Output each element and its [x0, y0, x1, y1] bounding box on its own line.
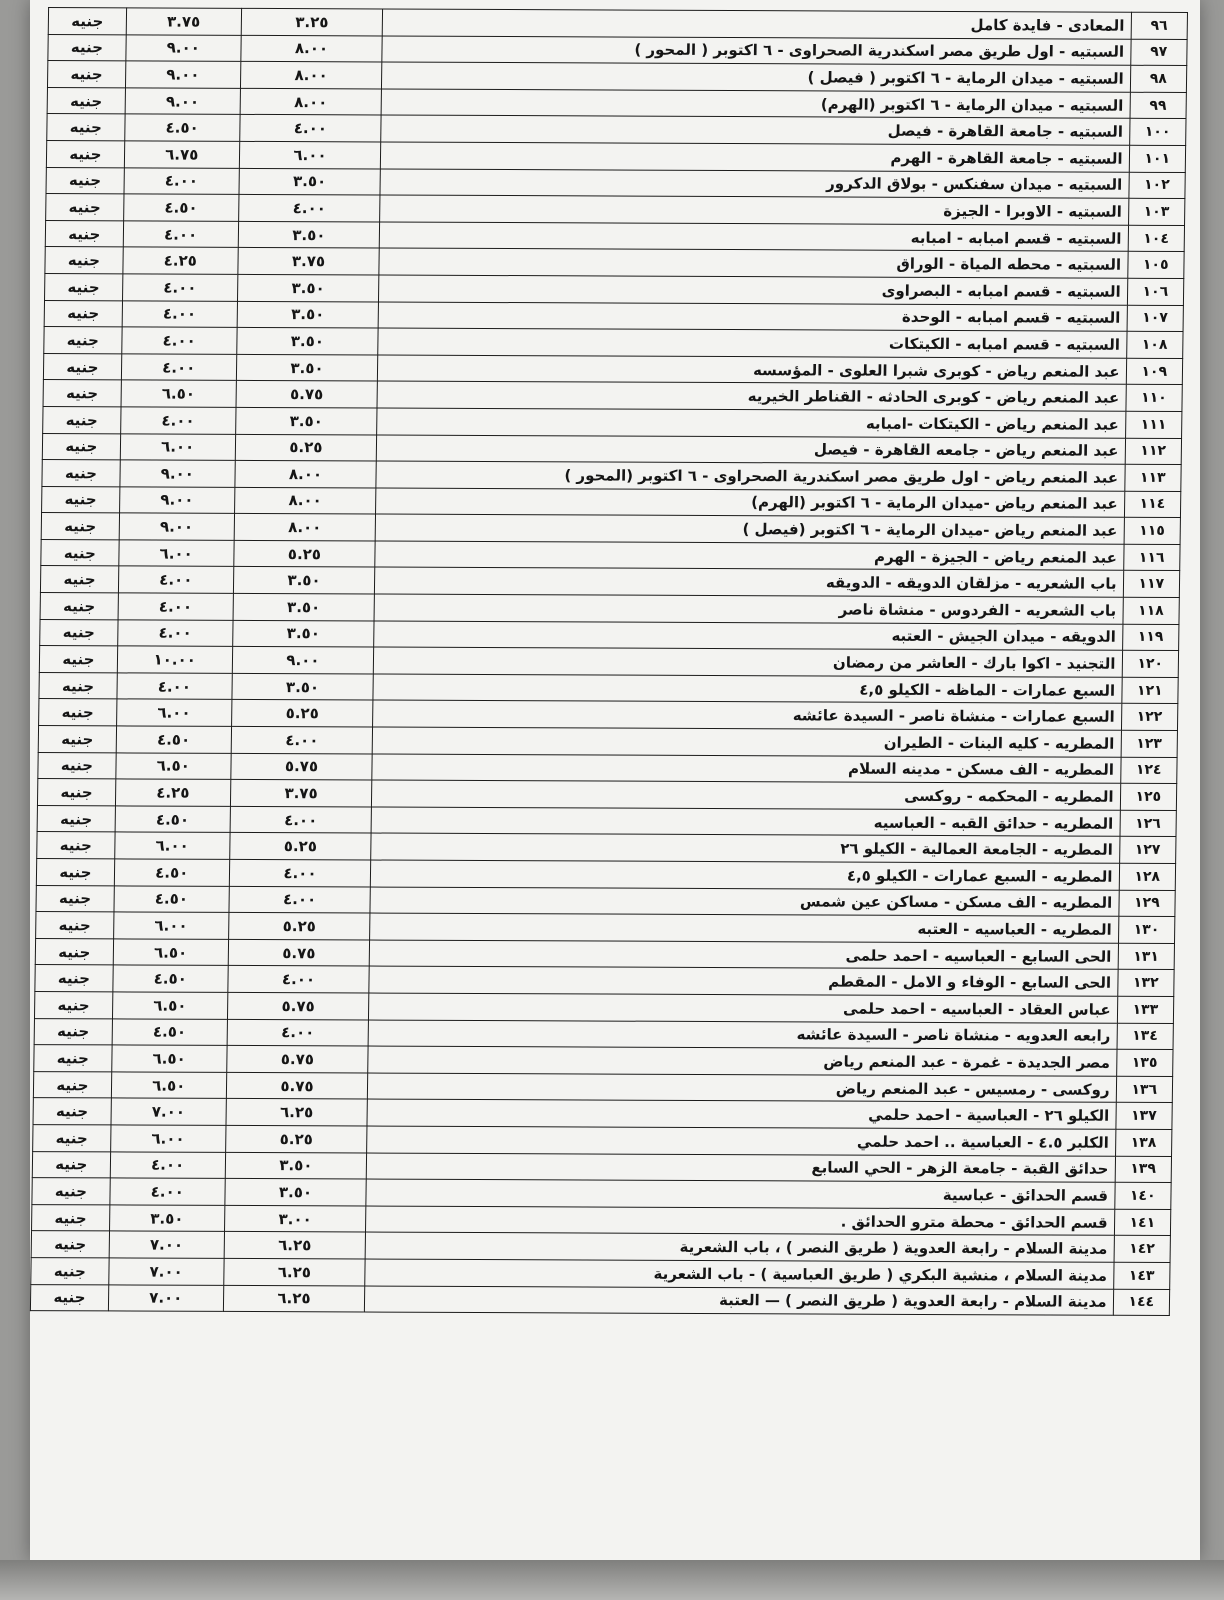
row-number: ١٣٠	[1118, 916, 1175, 943]
fare-price-1: ٦.٢٥	[224, 1232, 366, 1259]
currency-label: جنيه	[31, 1231, 109, 1258]
currency-label: جنيه	[34, 992, 112, 1019]
route-name: مدينة السلام - رابعة العدوية ( طريق النصر ) ، باب الشعرية	[365, 1232, 1114, 1262]
route-name: السبتيه - قسم امبابه - الوحدة	[378, 302, 1127, 332]
row-number: ١٠٢	[1128, 172, 1185, 199]
fare-price-2: ٤.٠٠	[124, 167, 239, 194]
fare-price-2: ٤.٥٠	[115, 806, 230, 833]
row-number: ١٣٥	[1116, 1049, 1173, 1076]
route-name: المطريه - الجامعة العمالية - الكيلو ٢٦	[371, 833, 1120, 863]
currency-label: جنيه	[37, 805, 115, 832]
currency-label: جنيه	[44, 300, 122, 327]
fare-price-2: ٤.٠٠	[118, 566, 233, 593]
currency-label: جنيه	[41, 539, 119, 566]
fare-price-1: ٥.٢٥	[225, 1125, 367, 1152]
currency-label: جنيه	[32, 1204, 110, 1231]
currency-label: جنيه	[43, 380, 121, 407]
fare-price-2: ٤.٠٠	[117, 620, 232, 647]
currency-label: جنيه	[36, 859, 114, 886]
route-name: السبتيه - قسم امبابه - امبابه	[379, 222, 1128, 252]
fare-price-2: ٩.٠٠	[125, 88, 240, 115]
row-number: ١٢٢	[1121, 704, 1178, 731]
fare-price-1: ٣.٠٠	[224, 1205, 366, 1232]
fare-price-1: ٣.٥٠	[237, 301, 379, 328]
fare-price-2: ٦.٥٠	[116, 753, 231, 780]
row-number: ١٢٦	[1120, 810, 1177, 837]
fare-table	[30, 7, 1188, 1316]
currency-label: جنيه	[36, 912, 114, 939]
row-number: ١٠٤	[1128, 225, 1185, 252]
paper-sheet	[30, 0, 1200, 1560]
row-number: ٩٦	[1131, 12, 1188, 39]
currency-label: جنيه	[37, 779, 115, 806]
fare-price-1: ٣.٥٠	[225, 1152, 367, 1179]
fare-price-1: ٣.٥٠	[235, 407, 377, 434]
table-surface	[0, 1560, 1224, 1600]
row-number: ٩٨	[1130, 65, 1187, 92]
fare-price-1: ٥.٢٥	[231, 700, 373, 727]
fare-price-2: ٤.٠٠	[110, 1151, 225, 1178]
fare-price-1: ٥.٧٥	[236, 381, 378, 408]
row-number: ١٠٩	[1126, 358, 1183, 385]
fare-price-1: ٣.٥٠	[236, 354, 378, 381]
route-name: السبتيه - قسم امبابه - الكيتكات	[378, 328, 1127, 358]
currency-label: جنيه	[47, 114, 125, 141]
row-number: ١١٤	[1124, 491, 1181, 518]
fare-price-2: ٤.٠٠	[122, 274, 237, 301]
route-name: قسم الحدائق - محطة مترو الحدائق .	[366, 1206, 1115, 1236]
row-number: ١٠٠	[1129, 119, 1186, 146]
fare-price-2: ٧.٠٠	[109, 1258, 224, 1285]
route-name: السبتيه - ميدان سفنكس - بولاق الدكرور	[380, 169, 1129, 199]
route-name: السبع عمارات - الماظه - الكيلو ٤,٥	[373, 674, 1122, 704]
fare-price-1: ٣.٥٠	[233, 567, 375, 594]
fare-price-1: ٤.٠٠	[229, 859, 371, 886]
fare-price-1: ٨.٠٠	[234, 514, 376, 541]
fare-price-1: ٣.٧٥	[238, 248, 380, 275]
currency-label: جنيه	[42, 460, 120, 487]
fare-price-2: ٦.٥٠	[112, 992, 227, 1019]
fare-price-2: ٤.٥٠	[123, 194, 238, 221]
fare-price-1: ٣.٥٠	[232, 673, 374, 700]
route-name: عبد المنعم رياض -ميدان الرماية - ٦ اكتوبر (فيصل )	[375, 514, 1124, 544]
fare-price-1: ٨.٠٠	[235, 460, 377, 487]
fare-price-2: ٧.٠٠	[108, 1284, 223, 1311]
fare-price-2: ٤.٠٠	[120, 407, 235, 434]
currency-label: جنيه	[30, 1284, 108, 1311]
route-name: المعادى - فايدة كامل	[382, 9, 1131, 39]
currency-label: جنيه	[48, 34, 126, 61]
fare-price-2: ٩.٠٠	[126, 34, 241, 61]
row-number: ١٠٣	[1128, 198, 1185, 225]
currency-label: جنيه	[38, 726, 116, 753]
currency-label: جنيه	[45, 273, 123, 300]
route-name: عبد المنعم رياض - اول طريق مصر اسكندرية الصحراوى - ٦ اكتوبر (المحور )	[376, 461, 1125, 491]
fare-price-2: ٧.٠٠	[111, 1098, 226, 1125]
fare-price-1: ٣.٥٠	[236, 328, 378, 355]
fare-price-1: ٤.٠٠	[238, 195, 380, 222]
route-name: عبد المنعم رياض - جامعه القاهرة - فيصل	[377, 435, 1126, 465]
route-name: مدينة السلام - رابعة العدوية ( طريق النصر ) — العتبة	[365, 1286, 1114, 1316]
row-number: ١٣٩	[1115, 1156, 1172, 1183]
row-number: ١٤٠	[1114, 1182, 1171, 1209]
currency-label: جنيه	[39, 646, 117, 673]
currency-label: جنيه	[33, 1125, 111, 1152]
currency-label: جنيه	[36, 885, 114, 912]
route-name: المطريه - الف مسكن - مدينه السلام	[372, 754, 1121, 784]
fare-price-2: ٩.٠٠	[125, 61, 240, 88]
row-number: ٩٩	[1130, 92, 1187, 119]
currency-label: جنيه	[35, 965, 113, 992]
currency-label: جنيه	[46, 167, 124, 194]
fare-price-2: ٦.٠٠	[110, 1125, 225, 1152]
row-number: ١٣١	[1118, 943, 1175, 970]
fare-price-2: ٦.٠٠	[119, 540, 234, 567]
fare-price-1: ٤.٠٠	[239, 115, 381, 142]
fare-price-1: ٤.٠٠	[228, 966, 370, 993]
currency-label: جنيه	[34, 1018, 112, 1045]
currency-label: جنيه	[42, 433, 120, 460]
fare-price-2: ٤.٠٠	[118, 593, 233, 620]
fare-price-2: ٤.٥٠	[116, 726, 231, 753]
row-number: ١١٦	[1123, 544, 1180, 571]
currency-label: جنيه	[46, 194, 124, 221]
fare-price-1: ٨.٠٠	[241, 35, 383, 62]
table-row	[30, 1284, 1169, 1316]
fare-price-2: ٤.٠٠	[122, 300, 237, 327]
fare-price-2: ٤.٠٠	[117, 673, 232, 700]
fare-price-1: ٤.٠٠	[229, 886, 371, 913]
fare-price-1: ٥.٧٥	[227, 992, 369, 1019]
fare-price-2: ٤.٠٠	[121, 354, 236, 381]
fare-price-1: ٣.٥٠	[239, 168, 381, 195]
fare-price-1: ٥.٧٥	[226, 1072, 368, 1099]
currency-label: جنيه	[43, 406, 121, 433]
fare-price-1: ٣.٢٥	[241, 8, 383, 35]
fare-price-1: ٨.٠٠	[240, 88, 382, 115]
row-number: ١١٧	[1123, 571, 1180, 598]
row-number: ١٣٧	[1115, 1103, 1172, 1130]
route-name: السبتيه - محطه المياة - الوراق	[379, 248, 1128, 278]
fare-price-2: ٦.٠٠	[116, 699, 231, 726]
fare-price-2: ٦.٠٠	[120, 433, 235, 460]
fare-price-2: ٦.٥٠	[113, 939, 228, 966]
currency-label: جنيه	[47, 87, 125, 114]
row-number: ١١١	[1125, 411, 1182, 438]
row-number: ١٠٧	[1127, 305, 1184, 332]
fare-price-1: ٥.٢٥	[228, 913, 370, 940]
fare-price-1: ٥.٢٥	[229, 833, 371, 860]
fare-price-2: ٤.٠٠	[123, 221, 238, 248]
route-name: الدويقه - ميدان الجيش - العتبه	[374, 621, 1123, 651]
fare-price-1: ٦.٠٠	[239, 141, 381, 168]
row-number: ١٣٤	[1117, 1023, 1174, 1050]
route-name: المطريه - الف مسكن - مساكن عين شمس	[370, 887, 1119, 917]
currency-label: جنيه	[48, 8, 126, 35]
route-name: مدينة السلام ، منشية البكري ( طريق العباسية ) - باب الشعرية	[365, 1259, 1114, 1289]
row-number: ١٢٣	[1121, 730, 1178, 757]
fare-price-2: ٤.٥٠	[124, 114, 239, 141]
route-name: عبد المنعم رياض - كوبرى شبرا العلوى - المؤسسه	[378, 355, 1127, 385]
route-name: مصر الجديدة - غمرة - عبد المنعم رياض	[368, 1046, 1117, 1076]
row-number: ١٢٠	[1122, 651, 1179, 678]
route-name: المطريه - العباسيه - العتبه	[370, 913, 1119, 943]
currency-label: جنيه	[32, 1178, 110, 1205]
fare-price-1: ٣.٥٠	[238, 221, 380, 248]
fare-price-2: ٤.٥٠	[113, 965, 228, 992]
route-name: حدائق القبة - جامعة الزهر - الحي السابع	[366, 1153, 1115, 1183]
fare-price-1: ٦.٢٥	[223, 1285, 365, 1312]
row-number: ١٤١	[1114, 1209, 1171, 1236]
route-name: المطريه - السبع عمارات - الكيلو ٤,٥	[371, 860, 1120, 890]
fare-price-2: ٦.٠٠	[113, 912, 228, 939]
row-number: ١٣٢	[1117, 970, 1174, 997]
currency-label: جنيه	[41, 513, 119, 540]
currency-label: جنيه	[40, 619, 118, 646]
fare-price-1: ٣.٧٥	[230, 780, 372, 807]
fare-price-1: ٨.٠٠	[234, 487, 376, 514]
currency-label: جنيه	[47, 61, 125, 88]
fare-price-2: ٧.٠٠	[109, 1231, 224, 1258]
fare-price-1: ٦.٢٥	[226, 1099, 368, 1126]
route-name: المطريه - حدائق القبه - العباسيه	[371, 807, 1120, 837]
route-name: السبتيه - الاوبرا - الجيزة	[380, 195, 1129, 225]
fare-price-1: ٥.٢٥	[235, 434, 377, 461]
fare-price-2: ١٠.٠٠	[117, 646, 232, 673]
fare-price-2: ٤.٢٥	[115, 779, 230, 806]
row-number: ١٢١	[1121, 677, 1178, 704]
row-number: ١٣٦	[1116, 1076, 1173, 1103]
row-number: ١٣٨	[1115, 1129, 1172, 1156]
fare-price-2: ٦.٧٥	[124, 141, 239, 168]
route-name: عباس العقاد - العباسيه - احمد حلمى	[369, 993, 1118, 1023]
row-number: ١٣٣	[1117, 996, 1174, 1023]
route-name: المطريه - المحكمه - روكسى	[372, 780, 1121, 810]
route-name: المطريه - كليه البنات - الطيران	[372, 727, 1121, 757]
row-number: ١٢٩	[1118, 890, 1175, 917]
route-name: الكلبر ٤.٥ - العباسية .. احمد حلمي	[367, 1126, 1116, 1156]
route-name: السبع عمارات - منشاة ناصر - السيدة عائشه	[373, 700, 1122, 730]
route-name: السبتيه - جامعة القاهرة - فيصل	[381, 115, 1130, 145]
row-number: ١١٥	[1124, 518, 1181, 545]
row-number: ١٠١	[1129, 145, 1186, 172]
row-number: ١٢٨	[1119, 863, 1176, 890]
fare-price-1: ٣.٥٠	[232, 620, 374, 647]
route-name: قسم الحدائق - عباسية	[366, 1179, 1115, 1209]
fare-price-2: ٦.٥٠	[111, 1045, 226, 1072]
route-name: عبد المنعم رياض - الجيزة - الهرم	[375, 541, 1124, 571]
currency-label: جنيه	[39, 699, 117, 726]
row-number: ١٠٦	[1127, 278, 1184, 305]
currency-label: جنيه	[34, 1045, 112, 1072]
route-name: السبتيه - جامعة القاهرة - الهرم	[381, 142, 1130, 172]
currency-label: جنيه	[37, 832, 115, 859]
fare-price-2: ٦.٥٠	[111, 1072, 226, 1099]
fare-price-2: ٤.٥٠	[114, 859, 229, 886]
fare-price-2: ٩.٠٠	[120, 460, 235, 487]
fare-price-2: ٦.٥٠	[121, 380, 236, 407]
currency-label: جنيه	[46, 141, 124, 168]
fare-price-1: ٥.٢٥	[233, 540, 375, 567]
route-name: روكسى - رمسيس - عبد المنعم رياض	[368, 1073, 1117, 1103]
row-number: ١١٨	[1123, 597, 1180, 624]
fare-price-1: ٤.٠٠	[227, 1019, 369, 1046]
route-name: باب الشعريه - مزلقان الدويقه - الدويقه	[375, 567, 1124, 597]
fare-price-2: ٩.٠٠	[119, 487, 234, 514]
currency-label: جنيه	[35, 938, 113, 965]
fare-price-1: ٥.٧٥	[226, 1046, 368, 1073]
currency-label: جنيه	[42, 486, 120, 513]
fare-price-2: ٤.٥٠	[114, 885, 229, 912]
row-number: ٩٧	[1130, 39, 1187, 66]
fare-price-1: ٥.٧٥	[228, 939, 370, 966]
route-name: الحى السابع - العباسيه - احمد حلمى	[369, 940, 1118, 970]
route-name: عبد المنعم رياض -ميدان الرماية - ٦ اكتوبر (الهرم)	[376, 488, 1125, 518]
fare-price-2: ٦.٠٠	[114, 832, 229, 859]
row-number: ١١٢	[1125, 438, 1182, 465]
currency-label: جنيه	[40, 566, 118, 593]
row-number: ١٤٢	[1114, 1236, 1171, 1263]
fare-price-1: ٣.٥٠	[237, 274, 379, 301]
row-number: ١٢٥	[1120, 783, 1177, 810]
fare-price-1: ٨.٠٠	[240, 62, 382, 89]
row-number: ١٠٥	[1127, 252, 1184, 279]
route-name: رابعه العدويه - منشاة ناصر - السيدة عائشه	[368, 1020, 1117, 1050]
row-number: ١٤٤	[1113, 1289, 1170, 1316]
fare-price-1: ٣.٥٠	[233, 593, 375, 620]
fare-price-2: ٩.٠٠	[119, 513, 234, 540]
fare-price-1: ٣.٥٠	[225, 1179, 367, 1206]
fare-price-2: ٣.٧٥	[126, 8, 241, 35]
fare-price-1: ٤.٠٠	[231, 726, 373, 753]
currency-label: جنيه	[31, 1257, 109, 1284]
fare-price-2: ٤.٠٠	[122, 327, 237, 354]
fare-price-1: ٥.٧٥	[231, 753, 373, 780]
route-name: التجنيد - اكوا بارك - العاشر من رمضان	[374, 647, 1123, 677]
route-name: السبتيه - ميدان الرماية - ٦ اكتوبر ( فيصل )	[382, 62, 1131, 92]
currency-label: جنيه	[38, 752, 116, 779]
route-name: السبتيه - قسم امبابه - البصراوى	[379, 275, 1128, 305]
route-name: السبتيه - ميدان الرماية - ٦ اكتوبر (الهرم)	[381, 89, 1130, 119]
currency-label: جنيه	[43, 353, 121, 380]
route-name: السبتيه - اول طريق مصر اسكندرية الصحراوى - ٦ اكتوبر ( المحور )	[382, 36, 1131, 66]
row-number: ١١٩	[1122, 624, 1179, 651]
currency-label: جنيه	[33, 1098, 111, 1125]
fare-price-2: ٣.٥٠	[109, 1205, 224, 1232]
currency-label: جنيه	[45, 220, 123, 247]
fare-price-1: ٤.٠٠	[230, 806, 372, 833]
route-name: عبد المنعم رياض - الكيتكات -امبابه	[377, 408, 1126, 438]
fare-price-2: ٤.٠٠	[110, 1178, 225, 1205]
fare-price-1: ٩.٠٠	[232, 647, 374, 674]
row-number: ١١٠	[1126, 385, 1183, 412]
currency-label: جنيه	[40, 593, 118, 620]
row-number: ١٠٨	[1126, 331, 1183, 358]
route-name: عبد المنعم رياض - كوبرى الحادثه - القناطر الخيريه	[377, 381, 1126, 411]
row-number: ١٤٣	[1113, 1262, 1170, 1289]
currency-label: جنيه	[44, 327, 122, 354]
row-number: ١٢٤	[1120, 757, 1177, 784]
fare-price-1: ٦.٢٥	[223, 1258, 365, 1285]
route-name: الكيلو ٢٦ - العباسية - احمد حلمي	[367, 1099, 1116, 1129]
currency-label: جنيه	[45, 247, 123, 274]
fare-table-body	[30, 8, 1187, 1316]
row-number: ١٢٧	[1119, 837, 1176, 864]
fare-price-2: ٤.٥٠	[112, 1018, 227, 1045]
currency-label: جنيه	[33, 1071, 111, 1098]
currency-label: جنيه	[32, 1151, 110, 1178]
fare-price-2: ٤.٢٥	[123, 247, 238, 274]
row-number: ١١٣	[1124, 464, 1181, 491]
currency-label: جنيه	[39, 672, 117, 699]
route-name: باب الشعريه - الفردوس - منشاة ناصر	[374, 594, 1123, 624]
route-name: الحى السابع - الوفاء و الامل - المقطم	[369, 966, 1118, 996]
